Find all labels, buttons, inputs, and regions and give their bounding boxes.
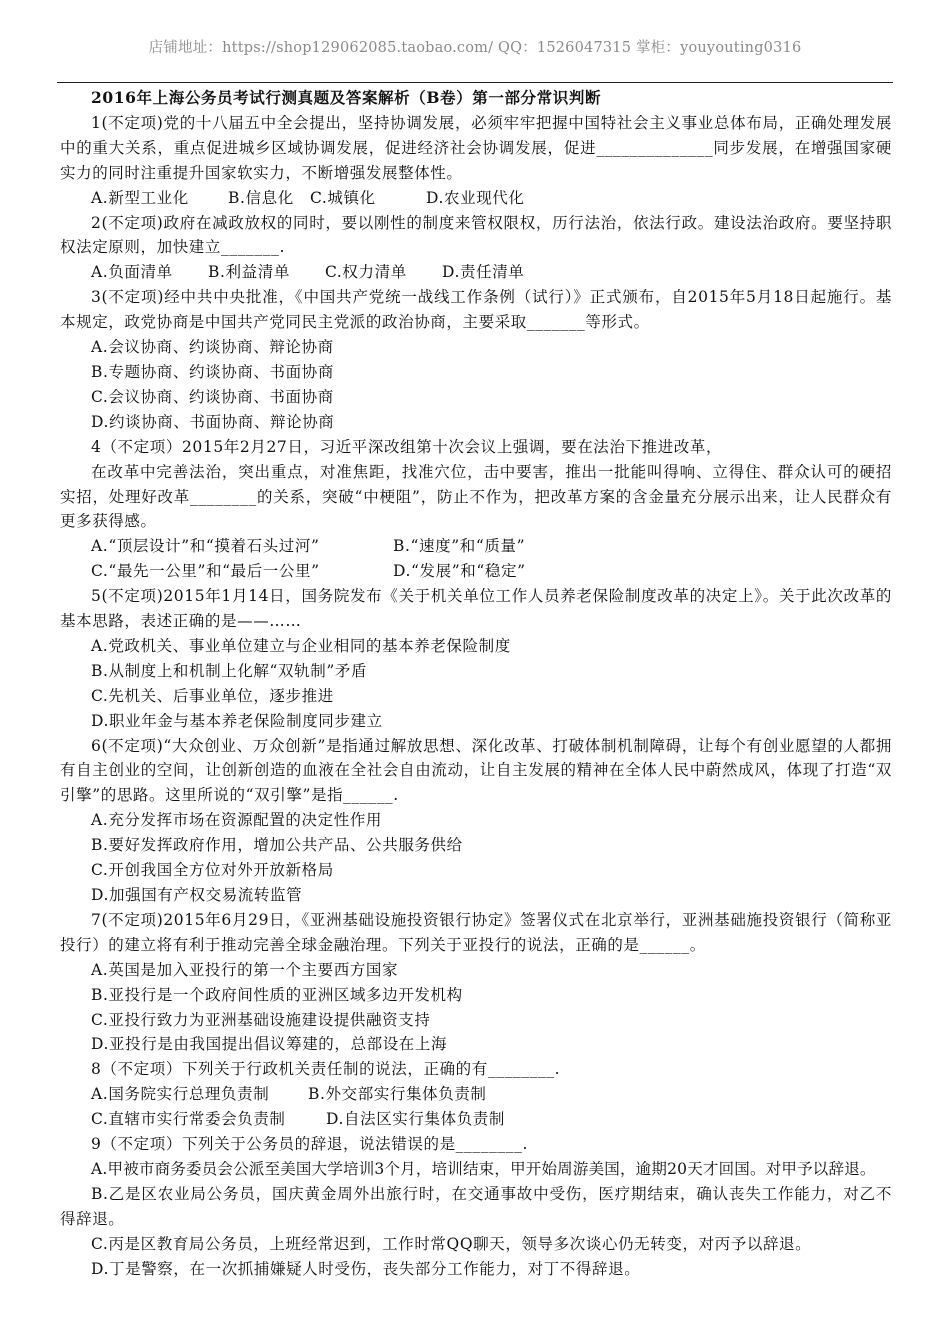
question-8-stem: 8（不定项）下列关于行政机关责任制的说法，正确的有________.	[91, 1060, 561, 1079]
q7-option-a: A.英国是加入亚投行的第一个主要西方国家	[91, 960, 399, 979]
q6-option-a: A.充分发挥市场在资源配置的决定性作用	[91, 811, 383, 830]
q6-option-c: C.开创我国全方位对外开放新格局	[91, 861, 334, 880]
question-1-options	[60, 186, 892, 211]
question-4-stem: 4（不定项）2015年2月27日，习近平深改组第十次会议上强调，要在法治下推进改革，	[91, 437, 723, 456]
question-4-options-row-2	[60, 559, 892, 584]
q7-option-c: C.亚投行致力为亚洲基础设施建设提供融资支持	[91, 1010, 431, 1029]
q1-option-b: B.信息化	[228, 188, 294, 207]
q3-option-a: A.会议协商、约谈协商、辩论协商	[91, 338, 334, 357]
q7-option-d: D.亚投行是由我国提出倡议筹建的，总部设在上海	[91, 1035, 448, 1054]
question-5-stem: 5(不定项)2015年1月14日，国务院发布《关于机关单位工作人员养老保险制度改革的决定上》。关于此次改革的基本思路，表述正确的是——……	[60, 587, 892, 631]
q5-option-b: B.从制度上和机制上化解“双轨制”矛盾	[91, 661, 368, 680]
q2-option-c: C.权力清单	[325, 263, 407, 282]
q1-option-c: C.城镇化	[310, 188, 376, 207]
q9-option-a: A.甲被市商务委员会公派至美国大学培训3个月，培训结束，甲开始周游美国，逾期20天才回国。对甲予以辞退。	[91, 1159, 876, 1178]
q9-option-d: D.丁是警察，在一次抓捕嫌疑人时受伤，丧失部分工作能力，对丁不得辞退。	[91, 1259, 641, 1278]
q4-option-b: B.“速度”和“质量”	[393, 537, 526, 556]
q8-option-b: B.外交部实行集体负责制	[308, 1085, 487, 1104]
q8-option-c: C.直辖市实行常委会负责制	[91, 1110, 286, 1129]
question-1-stem: 1(不定项)党的十八届五中全会提出，坚持协调发展，必须牢牢把握中国特社会主义事业总体布局，正确处理发展中的重大关系，重点促进城乡区域协调发展，促进经济社会协调发展，促进______________同步发展，在增强国家硬实力的同时注重提升国家软实力，不断增强发展整体性。	[60, 113, 892, 182]
q9-option-b: B.乙是区农业局公务员，国庆黄金周外出旅行时，在交通事故中受伤，医疗期结束，确认丧失工作能力，对乙不得辞退。	[60, 1184, 892, 1228]
q3-option-d: D.约谈协商、书面协商、辩论协商	[91, 412, 335, 431]
question-2-stem: 2(不定项)政府在减政放权的同时，要以刚性的制度来管权限权，历行法治，依法行政。建设法治政府。要坚持职权法定原则，加快建立_______.	[60, 213, 892, 257]
q6-option-d: D.加强国有产权交易流转监管	[91, 886, 303, 904]
q2-option-d: D.责任清单	[442, 263, 525, 282]
q8-option-d: D.自法区实行集体负责制	[326, 1110, 506, 1129]
q7-option-b: B.亚投行是一个政府间性质的亚洲区域多边开发机构	[91, 985, 463, 1004]
q3-option-c: C.会议协商、约谈协商、书面协商	[91, 387, 334, 406]
document-title: 2016年上海公务员考试行测真题及答案解析（B卷）第一部分常识判断	[91, 88, 602, 107]
page-header: 店铺地址：https://shop129062085.taobao.com/ QQ：1526047315 掌柜：youyouting0316	[148, 40, 802, 56]
document-body	[60, 86, 892, 1282]
q5-option-a: A.党政机关、事业单位建立与企业相同的基本养老保险制度	[91, 636, 511, 655]
q9-option-c: C.丙是区教育局公务员，上班经常迟到，工作时常QQ聊天，领导多次谈心仍无转变，对丙予以辞退。	[91, 1234, 812, 1253]
q5-option-d: D.职业年金与基本养老保险制度同步建立	[91, 711, 383, 730]
question-6-stem: 6(不定项)“大众创业、万众创新”是指通过解放思想、深化改革、打破体制机制障碍，让每个有创业愿望的人都拥有自主创业的空间，让创新创造的血液在全社会自由流动，让自主发展的精神在全体人民中蔚然成风，体现了打造“双引擎”的思路。这里所说的“双引擎”是指______.	[60, 736, 892, 805]
question-8-options-row-1	[60, 1082, 892, 1107]
header-divider	[57, 82, 893, 83]
question-7-stem: 7(不定项)2015年6月29日，《亚洲基础设施投资银行协定》签署仪式在北京举行，亚洲基础施投资银行（简称亚投行）的建立将有利于推动完善全球金融治理。下列关于亚投行的说法，正确的是______。	[60, 910, 892, 954]
q4-option-d: D.“发展”和“稳定”	[393, 562, 526, 581]
q4-option-a: A.“顶层设计”和“摸着石头过河”	[91, 537, 320, 556]
q3-option-b: B.专题协商、约谈协商、书面协商	[91, 362, 334, 381]
question-4-stem-continued: 在改革中完善法治，突出重点，对准焦距，找准穴位，击中要害，推出一批能叫得响、立得住、群众认可的硬招实招，处理好改革________的关系，突破“中梗阻”，防止不作为，把改革方案的含金量充分展示出来，让人民群众有更多获得感。	[60, 462, 892, 531]
question-3-stem: 3(不定项)经中共中央批准，《中国共产党统一战线工作条例（试行）》正式颁布，自2015年5月18日起施行。基本规定，政党协商是中国共产党同民主党派的政治协商，主要采取_______等形式。	[60, 288, 892, 332]
question-8-options-row-2	[60, 1107, 892, 1132]
question-2-options	[60, 260, 892, 285]
question-4-options-row-1	[60, 534, 892, 559]
q6-option-b: B.要好发挥政府作用，增加公共产品、公共服务供给	[91, 836, 463, 855]
q2-option-a: A.负面清单	[91, 263, 173, 282]
q4-option-c: C.“最先一公里”和“最后一公里”	[91, 562, 320, 581]
q1-option-d: D.农业现代化	[426, 188, 525, 207]
q1-option-a: A.新型工业化	[91, 188, 189, 207]
q2-option-b: B.利益清单	[208, 263, 290, 282]
question-9-stem: 9（不定项）下列关于公务员的辞退，说法错误的是________.	[91, 1135, 528, 1154]
q5-option-c: C.先机关、后事业单位，逐步推进	[91, 686, 334, 705]
q8-option-a: A.国务院实行总理负责制	[91, 1085, 270, 1104]
